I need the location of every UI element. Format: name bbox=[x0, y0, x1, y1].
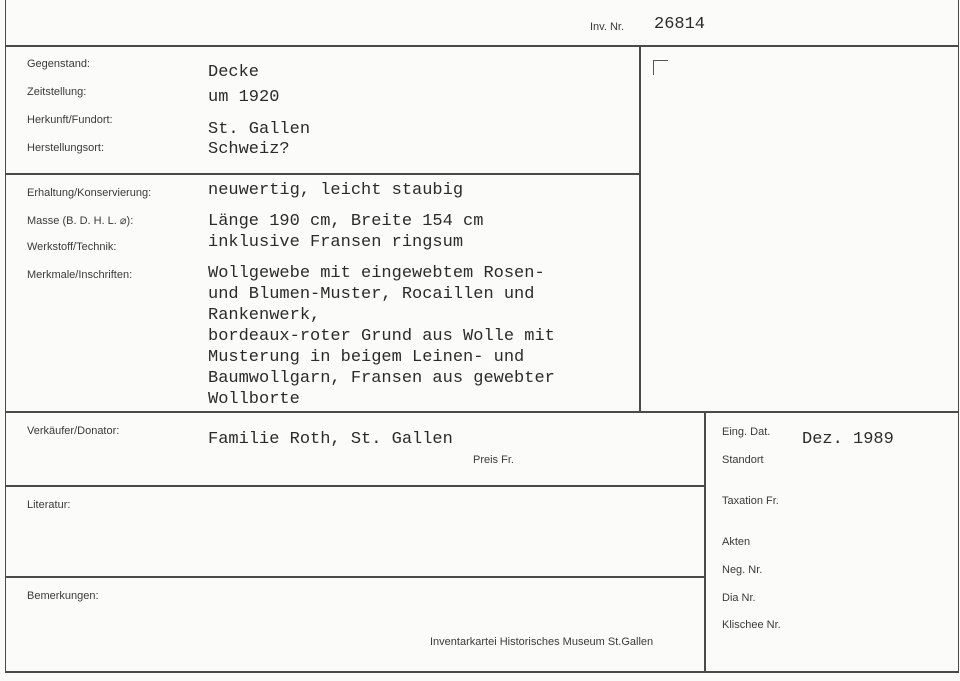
inv-nr-label: Inv. Nr. bbox=[590, 21, 625, 33]
eing-dat-value: Dez. 1989 bbox=[802, 430, 894, 449]
erhaltung-value: neuwertig, leicht staubig bbox=[208, 181, 464, 200]
werkstoff-value: inklusive Fransen ringsum bbox=[208, 233, 464, 252]
corner-mark bbox=[653, 60, 668, 75]
klischee-nr-label: Klischee Nr. bbox=[722, 619, 781, 631]
standort-label: Standort bbox=[722, 454, 764, 466]
verkaeufer-value: Familie Roth, St. Gallen bbox=[208, 430, 453, 449]
herkunft-label: Herkunft/Fundort: bbox=[27, 114, 113, 126]
herstellungsort-value: Schweiz? bbox=[208, 140, 290, 159]
eing-dat-label: Eing. Dat. bbox=[722, 426, 771, 438]
herkunft-value: St. Gallen bbox=[208, 120, 311, 139]
neg-nr-label: Neg. Nr. bbox=[722, 564, 763, 576]
main-vertical-divider bbox=[639, 45, 641, 412]
verkaeufer-label: Verkäufer/Donator: bbox=[27, 425, 120, 437]
merkmale-value: Wollgewebe mit eingewebtem Rosen- und Blumen-Muster, Rocaillen und Rankenwerk, bordeaux-roter Grund aus Wolle mit Musterung in beigem Leinen- und Baumwollgarn, Fransen aus gewebter Wollborte bbox=[208, 264, 555, 409]
bottom-edge bbox=[5, 671, 959, 673]
outer-right-edge bbox=[958, 0, 959, 672]
outer-left-edge bbox=[5, 0, 6, 672]
bemerkungen-divider bbox=[5, 576, 705, 578]
erhaltung-label: Erhaltung/Konservierung: bbox=[27, 187, 152, 199]
bemerkungen-label: Bemerkungen: bbox=[27, 590, 99, 602]
footer-text: Inventarkartei Historisches Museum St.Gallen bbox=[430, 636, 654, 648]
acquisition-divider bbox=[5, 411, 959, 413]
right-column-divider bbox=[704, 411, 706, 672]
preis-label: Preis Fr. bbox=[473, 454, 514, 466]
literatur-divider bbox=[5, 485, 705, 487]
gegenstand-label: Gegenstand: bbox=[27, 58, 90, 70]
zeitstellung-value: um 1920 bbox=[208, 88, 280, 107]
top-divider bbox=[5, 45, 959, 47]
akten-label: Akten bbox=[722, 536, 751, 548]
gegenstand-value: Decke bbox=[208, 63, 260, 82]
taxation-label: Taxation Fr. bbox=[722, 495, 779, 507]
zeitstellung-label: Zeitstellung: bbox=[27, 86, 87, 98]
dia-nr-label: Dia Nr. bbox=[722, 592, 756, 604]
merkmale-label: Merkmale/Inschriften: bbox=[27, 269, 133, 281]
literatur-label: Literatur: bbox=[27, 499, 71, 511]
inv-nr-value: 26814 bbox=[654, 15, 706, 34]
object-divider bbox=[5, 173, 640, 175]
masse-label: Masse (B. D. H. L. ⌀): bbox=[27, 215, 134, 227]
herstellungsort-label: Herstellungsort: bbox=[27, 142, 105, 154]
werkstoff-label: Werkstoff/Technik: bbox=[27, 241, 117, 253]
masse-value: Länge 190 cm, Breite 154 cm bbox=[208, 212, 484, 231]
